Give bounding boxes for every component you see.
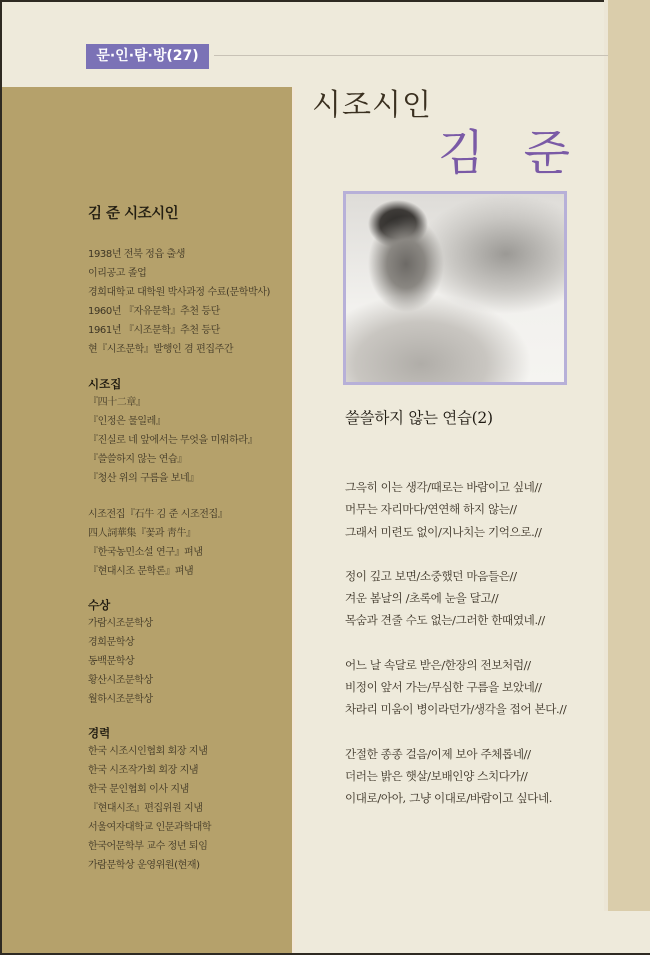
collection-item: 『쓸쓸하지 않는 연습』 [88,454,187,465]
career-item: 한국 시조시인협회 회장 지냄 [88,746,208,757]
bio-line: 경희대학교 대학원 박사과정 수료(문학박사) [88,287,271,298]
collection-item: 『四十二章』 [88,397,146,408]
portrait-frame [343,191,567,385]
spacer [88,359,288,376]
career-item: 한국 시조작가회 회장 지냄 [88,765,199,776]
other-work-item: 시조전집『石牛 김 준 시조전집』 [88,509,228,520]
career-item: 서울여자대학교 인문과학대학 [88,822,212,833]
poem-stanza [345,565,607,632]
bio-line: 1938년 전북 정읍 출생 [88,249,186,260]
other-work-item: 『한국농민소설 연구』펴냄 [88,547,203,558]
header-rule [214,55,608,56]
career-item: 한국 문인협회 이사 지냄 [88,784,189,795]
poem-line: 머무는 자리마다/연연해 하지 않는// [345,502,517,517]
bio-line: 1960년 『자유문학』추천 등단 [88,306,220,317]
right-decorative-strip [608,0,650,911]
stanza-spacer [345,721,607,743]
poem-line: 정이 깊고 보면/소중했던 마음들은// [345,568,517,583]
spacer [88,488,288,505]
poem-line: 그윽히 이는 생각/때로는 바람이고 싶네// [345,480,542,494]
bio-line: 현『시조문학』발행인 겸 편집주간 [88,344,234,355]
bio-title: 김 준 시조시인 [88,206,179,222]
other-works-list [88,505,288,581]
poem-line: 목숨과 견줄 수도 없는/그러한 한때였네.// [345,613,545,628]
bio-list [88,245,288,359]
poem-title: 쓸쓸하지 않는 연습(2) [345,409,493,427]
poem-line: 비정이 앞서 가는/무심한 구름을 보았네// [345,680,542,695]
stanza-spacer [345,632,607,654]
collection-item: 『청산 위의 구름을 보네』 [88,473,199,484]
stanza-spacer [345,543,607,565]
portrait-photo [346,194,564,382]
award-item: 황산시조문학상 [88,675,153,686]
career-item: 가람문학상 운영위원(현재) [88,860,200,871]
bio-line: 1961년 『시조문학』추천 등단 [88,325,220,336]
award-item: 경희문학상 [88,637,135,648]
bio-line: 이리공고 졸업 [88,268,147,279]
bio-sidebar [88,202,288,875]
poem-body [345,476,607,810]
poem-stanza [345,476,607,543]
collection-item: 『진실로 네 앞에서는 무엇을 미워하라』 [88,435,258,446]
other-work-item: 『현대시조 문학론』펴냄 [88,566,194,577]
series-badge: 문·인·탐·방(27) [86,44,209,69]
poem-line: 어느 날 속달로 받은/한장의 전보처럼// [345,657,531,672]
poem-line: 그래서 미련도 없이/지나치는 기억으로.// [345,524,542,539]
poem-line: 차라리 미움이 병이라던가/생각을 접어 본다.// [345,702,567,717]
collections-list [88,393,288,488]
career-item: 『현대시조』편집위원 지냄 [88,803,203,814]
spacer [88,581,288,597]
other-work-item: 四人詞華集『꽃과 靑牛』 [88,528,196,539]
awards-heading: 수상 [88,598,111,612]
poem-stanza [345,743,607,810]
collections-heading: 시조집 [88,377,122,391]
poet-name: 김 준 [438,125,582,181]
sidebar-edge [292,87,295,953]
collection-item: 『인정은 물일레』 [88,416,166,427]
career-heading: 경력 [88,726,111,740]
poem-line: 겨운 봄날의 /초록에 눈을 달고// [345,591,499,606]
poem-line: 더러는 밝은 햇살/보배인양 스치다가// [345,768,528,783]
poem-line: 이대로/아아, 그냥 이대로/바람이고 싶다네. [345,791,553,806]
poet-subtitle: 시조시인 [312,88,432,123]
poem-line: 간절한 종종 걸음/이제 보아 주체롭네// [345,746,531,761]
career-item: 한국어문학부 교수 정년 퇴임 [88,841,208,852]
poem-stanza [345,654,607,721]
award-item: 월하시조문학상 [88,694,153,705]
award-item: 가람시조문학상 [88,618,153,629]
awards-list [88,614,288,709]
magazine-page [2,2,650,953]
spacer [88,709,288,725]
career-list [88,742,288,875]
award-item: 동백문학상 [88,656,135,667]
